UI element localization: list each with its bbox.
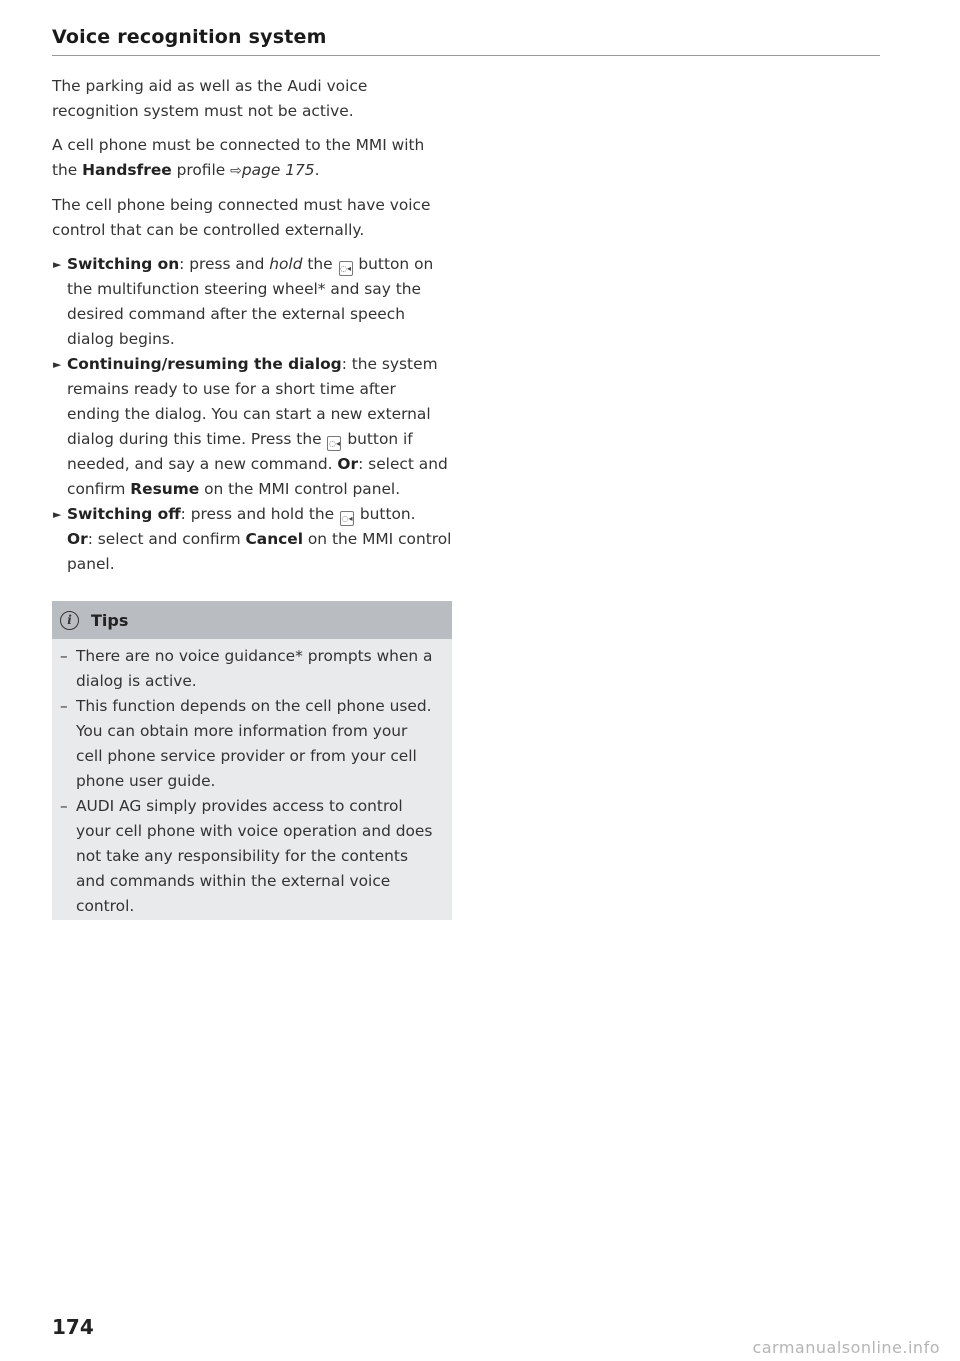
or-label: Or xyxy=(67,530,88,548)
tip-item xyxy=(60,694,436,794)
info-icon: i xyxy=(60,611,79,630)
main-column xyxy=(52,74,452,577)
voice-button-icon: ◌◂ xyxy=(327,436,341,451)
step-text: : select and confirm xyxy=(67,455,448,498)
step-label: Switching on xyxy=(67,255,180,273)
step-text: on the MMI control panel. xyxy=(67,530,452,573)
step-switching-off xyxy=(52,502,452,577)
step-label: Continuing/resuming the dialog xyxy=(67,355,342,373)
instruction-steps xyxy=(52,252,452,577)
tips-list xyxy=(52,639,452,919)
page-reference-link[interactable]: page 175 xyxy=(241,161,315,179)
step-text: : select and confirm xyxy=(87,530,246,548)
voice-button-icon: ◌◂ xyxy=(339,261,353,276)
tips-box xyxy=(52,601,452,920)
step-emphasis: hold xyxy=(269,255,303,273)
bullet-triangle-icon: ► xyxy=(53,358,62,371)
intro-text-2a: A cell phone must be connected to the MMI with the xyxy=(52,136,425,179)
intro-paragraph-3 xyxy=(52,193,452,243)
intro-text-1: The parking aid as well as the Audi voice recognition system must not be active. xyxy=(52,77,368,120)
step-text: : press and hold the xyxy=(180,505,340,523)
cross-reference-arrow-icon: ⇨ xyxy=(230,163,242,179)
tip-text: There are no voice guidance* prompts when a dialog is active. xyxy=(76,647,433,690)
step-text: on the MMI control panel. xyxy=(199,480,401,498)
tips-title: Tips xyxy=(91,610,129,630)
page-number: 174 xyxy=(52,1315,94,1339)
tips-header xyxy=(52,601,452,639)
dash-marker: – xyxy=(60,647,68,665)
step-text: the xyxy=(302,255,338,273)
intro-text-3: The cell phone being connected must have voice control that can be controlled externally. xyxy=(52,196,431,239)
handsfree-term: Handsfree xyxy=(82,161,172,179)
voice-button-icon: ◌◂ xyxy=(340,511,354,526)
step-text: : press and xyxy=(179,255,270,273)
dash-marker: – xyxy=(60,797,68,815)
bullet-triangle-icon: ► xyxy=(53,508,62,521)
step-continuing-dialog xyxy=(52,352,452,502)
or-label: Or xyxy=(337,455,359,473)
intro-paragraph-1 xyxy=(52,74,452,124)
intro-text-2c: profile xyxy=(171,161,231,179)
dash-marker: – xyxy=(60,697,68,715)
bullet-triangle-icon: ► xyxy=(53,258,62,271)
step-text: button on the multifunction steering wheel* and say the desired command after the external speech dialog begins. xyxy=(67,255,434,348)
tip-item xyxy=(60,794,436,919)
tip-text: This function depends on the cell phone used. You can obtain more information from your cell phone service provider or from your cell phone user guide. xyxy=(76,697,432,790)
step-text: : the system remains ready to use for a short time after ending the dialog. You can start a new external dialog during this time. Press the xyxy=(67,355,438,448)
step-text: button if needed, and say a new command. xyxy=(67,430,413,473)
resume-term: Resume xyxy=(130,480,200,498)
step-text: button. xyxy=(355,505,416,523)
tip-item xyxy=(60,644,436,694)
section-title: Voice recognition system xyxy=(52,26,327,48)
intro-text-2d: . xyxy=(314,161,320,179)
site-watermark: carmanualsonline.info xyxy=(752,1338,940,1357)
tip-text: AUDI AG simply provides access to control your cell phone with voice operation and does not take any responsibility for the contents and commands within the external voice control. xyxy=(76,797,433,915)
cancel-term: Cancel xyxy=(245,530,303,548)
step-label: Switching off xyxy=(67,505,181,523)
step-switching-on xyxy=(52,252,452,352)
intro-paragraph-2 xyxy=(52,133,452,184)
page-header xyxy=(52,26,880,56)
